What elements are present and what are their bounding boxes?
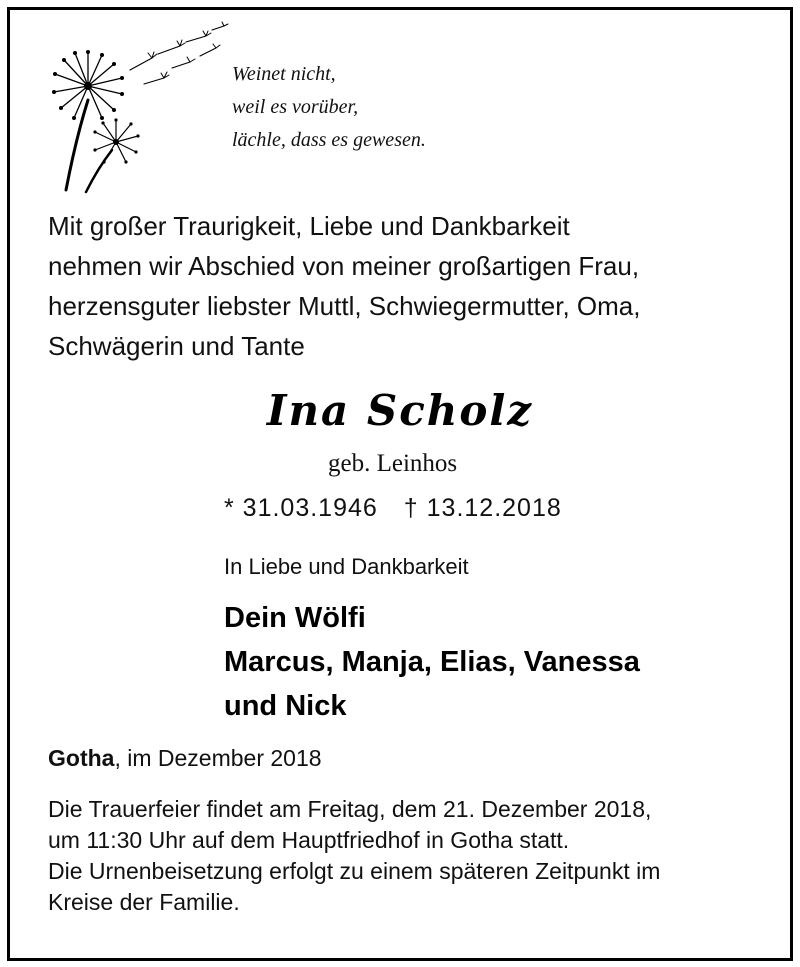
- deceased-name: Ina Scholz: [266, 386, 534, 435]
- intro-text: [48, 206, 768, 366]
- intro-line: herzensguter liebster Muttl, Schwiegermutter, Oma,: [48, 291, 641, 321]
- intro-line: Mit großer Traurigkeit, Liebe und Dankbarkeit: [48, 211, 570, 241]
- life-dates: [224, 494, 562, 523]
- death-date: † 13.12.2018: [403, 494, 562, 522]
- mourners-line: Marcus, Manja, Elias, Vanessa: [224, 646, 640, 678]
- poem-line: Weinet nicht,: [232, 63, 336, 85]
- intro-line: Schwägerin und Tante: [48, 331, 305, 361]
- poem-line: weil es vorüber,: [232, 96, 359, 118]
- obituary-frame: [7, 7, 793, 961]
- place-date-text: , im Dezember 2018: [114, 745, 322, 771]
- mourners-line: Dein Wölfi: [224, 602, 366, 634]
- place-date: [48, 745, 322, 772]
- service-line: Kreise der Familie.: [48, 889, 240, 915]
- service-info: [48, 794, 778, 918]
- mourners-intro: In Liebe und Dankbarkeit: [224, 554, 469, 579]
- intro-line: nehmen wir Abschied von meiner großartigen Frau,: [48, 251, 640, 281]
- place-city: Gotha: [48, 745, 115, 771]
- dandelion-icon: [40, 18, 230, 198]
- poem: [232, 58, 426, 157]
- service-line: um 11:30 Uhr auf dem Hauptfriedhof in Gotha statt.: [48, 827, 570, 853]
- service-line: Die Trauerfeier findet am Freitag, dem 21. Dezember 2018,: [48, 796, 652, 822]
- mourners-list: [224, 596, 640, 728]
- service-line: Die Urnenbeisetzung erfolgt zu einem späteren Zeitpunkt im: [48, 858, 661, 884]
- mourners-line: und Nick: [224, 690, 347, 722]
- maiden-name: geb. Leinhos: [328, 450, 458, 477]
- poem-line: lächle, dass es gewesen.: [232, 129, 426, 151]
- birth-date: * 31.03.1946: [224, 494, 378, 522]
